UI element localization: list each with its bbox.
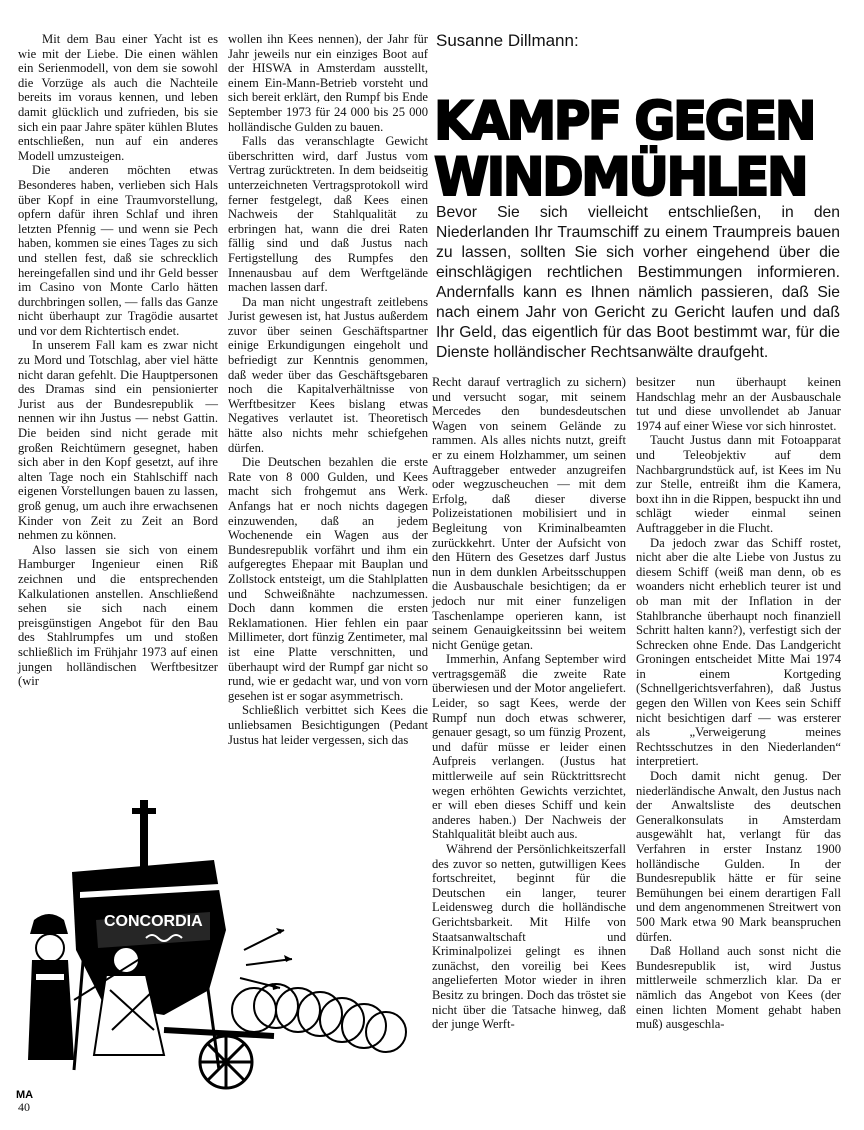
column-1: [18, 32, 218, 689]
paragraph: Doch damit nicht genug. Der niederländische Anwalt, den Justus nach der Anwaltsliste des deutschen Generalkonsulats in Amsterdam ausgewählt hat, verlangt für das Verfahren in erster Instanz 1900 holländische Gulden. In der Bundesrepublik hätte er für seine Bemühungen bei einem derartigen Fall und dem angenommenen Streitwert von 500 Mark etwa 90 Mark beanspruchen dürfen.: [636, 769, 841, 944]
paragraph: Schließlich verbittet sich Kees die unliebsamen Besichtigungen (Pedant Justus hat leider vergessen, sich das: [228, 703, 428, 747]
headline-line-1: KAMPF GEGEN: [434, 90, 815, 152]
paragraph: besitzer nun überhaupt keinen Handschlag mehr an der Ausbauschale tut und diese unvollendet ab Januar 1974 auf einer Wiese vor sich hinrostet.: [636, 375, 841, 433]
lead-paragraph: Bevor Sie sich vielleicht entschließen, in den Niederlanden Ihr Traumschiff zu einem Traumpreis bauen zu lassen, sollten Sie sich vorher eingehend über die einschlägigen rechtlichen Bestimmungen informieren. Andernfalls kann es Ihnen nämlich passieren, daß Sie nach einem Jahr von Gericht zu Gericht laufen und daß Ihr Geld, das eigentlich für das Boot bestimmt war, für die Dienste holländischer Rechtsanwälte draufgeht.: [436, 204, 840, 361]
paragraph: Die anderen möchten etwas Besonderes haben, verlieben sich Hals über Kopf in eine Traumvorstellung, opfern dafür ihren Schlaf und ihren letzten Pfennig — und wenn sie Pech haben, kommen sie eines Tages zu sich und stellen fest, daß sie schrecklich hereingefallen sind und ihr Geld besser im Casino von Monte Carlo hätten durchbringen sollen, — falls das Ganze nicht überhaupt zur Tragödie ausartet und vor dem Richtertisch endet.: [18, 163, 218, 338]
woman-figure: [113, 947, 139, 973]
paragraph: Während der Persönlichkeitszerfall des zuvor so netten, gutwilligen Kees fortschreitet, beginnt für die Deutschen ein langer, teurer Leidensweg durch die holländische Gerichtsbarkeit. Mit Hilfe von Staatsanwaltschaft und Kriminalpolizei gelingt es ihnen zunächst, den voreilig bei Kees angelieferten Motor wieder in ihren Besitz zu bringen. Doch das tröstet sie nicht über die Tatsache hinweg, daß der junge Werft-: [432, 842, 626, 1032]
paragraph: Mit dem Bau einer Yacht ist es wie mit der Liebe. Die einen wählen ein Serienmodell, von dem sie sowohl die Vorzüge als auch die Nachteile bereits im voraus kennen, und leben damit glücklich und zufrieden, bis sie sich ein paar Jahre später kühlen Blutes entschließen, nun auf ein anderes Modell umzusteigen.: [18, 32, 218, 163]
artist-signature: MA: [16, 1089, 34, 1100]
man-figure: [30, 914, 68, 934]
paragraph: Da man nicht ungestraft zeitlebens Jurist gewesen ist, hat Justus außerdem zuvor über seinen Geschäftspartner einige Erkundigungen eingeholt und befriedigt zur Kenntnis genommen, daß weder über das Geschäftsgebaren noch die Kapitalverhältnisse von Werftbesitzer Kees bislang etwas Negatives verlautet ist. Theoretisch hätte also nichts mehr schiefgehen dürfen.: [228, 294, 428, 455]
paragraph: Daß Holland auch sonst nicht die Bundesrepublik ist, wird Justus mittlerweile schmerzlich klar. Da er nämlich das Angebot von Kees (der einen lichten Moment gehabt haben muß) ausgeschla-: [636, 944, 841, 1032]
column-3: [432, 375, 626, 1032]
paragraph: In unserem Fall kam es zwar nicht zu Mord und Totschlag, aber viel hätte nicht daran gefehlt. Die Hauptpersonen des Dramas sind ein pensionierter Jurist aus der Bundesrepublik — nennen wir ihn Justus — nebst Gattin. Die beiden sind nicht gerade mit großen Reichtümern gesegnet, haben sich aber in den Kopf gesetzt, auf ihre alten Tage noch ein Stahlschiff nach eigenen Vorstellungen bauen zu lassen, groß genug, um auch ihre erwachsenen Kinder von Zeit zu Zeit an Bord nehmen zu können.: [18, 338, 218, 543]
author-byline: Susanne Dillmann:: [436, 31, 579, 50]
paragraph: Immerhin, Anfang September wird vertragsgemäß die zweite Rate überwiesen und der Motor angeliefert. Leider, so sagt Kees, werde der Rumpf nun doch etwas schwerer, genauer gesagt, so um fünzig Prozent, und dafür müsse er leider einen Aufpreis verlangen. (Justus hat mittlerweile auf sein Rücktrittsrecht wegen erhöhten Gewichts verzichtet, er will eben dieses Schiff und kein anderes haben.) Der Nachweis der Stahlqualität bleibt auch aus.: [432, 652, 626, 842]
ship-illustration: [14, 800, 426, 1100]
paragraph: Taucht Justus dann mit Fotoapparat und Teleobjektiv auf dem Nachbargrundstück auf, ist Kees im Nu zur Stelle, entreißt ihm die Kamera, boxt ihn in die Rippen, bespuckt ihn und schlägt wieder einmal seinen Auftraggeber in die Flucht.: [636, 433, 841, 535]
column-4: [636, 375, 841, 1032]
paragraph: Recht darauf vertraglich zu sichern) und versucht sogar, mit seinem Mercedes den bundesdeutschen Wagen von seinem Gelände zu rammen. Als alles nichts nutzt, greift er zu einem Holzhammer, um seinen Auftraggeber entweder anzugreifen oder wegzuscheuchen — mit dem Erfolg, daß dieser diverse Polizeistationen mobilisiert und in Begleitung von Kriminalbeamten zurückkehrt. Unter der Aufsicht von den Hütern des Gesetzes darf Justus nun in dem dunklen Arbeitsschuppen die Ausbauschale besichtigen; da er jedoch nur mit einer funzeligen Taschenlampe operieren kann, ist seinem Genauigkeitssinn bei weitem nicht Genüge getan.: [432, 375, 626, 652]
column-2: [228, 32, 428, 747]
paragraph: Also lassen sie sich von einem Hamburger Ingenieur einen Riß zeichnen und die entsprechenden Kalkulationen anstellen. Anschließend sehen sie sich nach einem preisgünstigen Angebot für den Bau des Stahlrumpfes um und stoßen schließlich im Frühjahr 1973 auf einen jungen holländischen Werftbesitzer (wir: [18, 542, 218, 689]
headline: [434, 90, 854, 208]
paragraph: Da jedoch zwar das Schiff rostet, nicht aber die alte Liebe von Justus zu diesem Schiff (weiß man denn, ob es woanders nicht erheblich teurer ist und ob man mit der Inflation in der Stahlbranche überhaupt noch finanziell Schritt halten kann?), verfestigt sich der Schrecken ohne Ende. Das Landgericht Groningen entscheidet Mitte Mai 1974 in einem Kortgeding (Schnellgerichtsverfahren), daß Justus gegen den Willen von Kees sein Schiff nicht besichtigen darf — was ersterer als „Verweigerung meines Rechtsschutzes in den Niederlanden“ interpretiert.: [636, 535, 841, 769]
paragraph: Die Deutschen bezahlen die erste Rate von 8 000 Gulden, und Kees macht sich frohgemut ans Werk. Anfangs hat er noch nichts dagegen einzuwenden, daß an jedem Wochenende ein Wagen aus der Bundesrepublik vorfährt und ihm ein aufgeregtes Ehepaar mit Bauplan und Zollstock entsteigt, um die Stahlplatten und Schweißnähte nachzumessen. Doch dann kommen die ersten Reklamationen. Hier fehlen ein paar Millimeter, dort fünzig Zentimeter, mal ist eine Platte verschnitten, und überhaupt wird der Rumpf gar nicht so rund, wie er gedacht war, und von vorn gesehen ist er sogar asymmetrisch.: [228, 455, 428, 703]
barbed-wire: [232, 984, 406, 1052]
page-number: 40: [18, 1100, 30, 1114]
headline-line-2: WINDMÜHLEN: [434, 146, 807, 208]
ship-name: CONCORDIA: [104, 913, 203, 930]
paragraph: Falls das veranschlagte Gewicht überschritten wird, darf Justus vom Vertrag zurücktreten. In dem beidseitig unterzeichneten Vertragsprotokoll wird ferner festgelegt, daß Kees einen Nachweis der Stahlqualität zu erbringen hat, wann die drei Raten fällig sind und daß Justus nach Fertigstellung des Rumpfes den Innenausbau auf dem Werftgelände machen lassen darf.: [228, 134, 428, 295]
paragraph: wollen ihn Kees nennen), der Jahr für Jahr jeweils nur ein einziges Boot auf der HISWA in Amsterdam ausstellt, einem Ein-Mann-Betrieb vorsteht und sich bereit erklärt, den Rumpf bis Ende September 1973 für 24 000 bis 25 000 holländische Gulden zu bauen.: [228, 32, 428, 134]
